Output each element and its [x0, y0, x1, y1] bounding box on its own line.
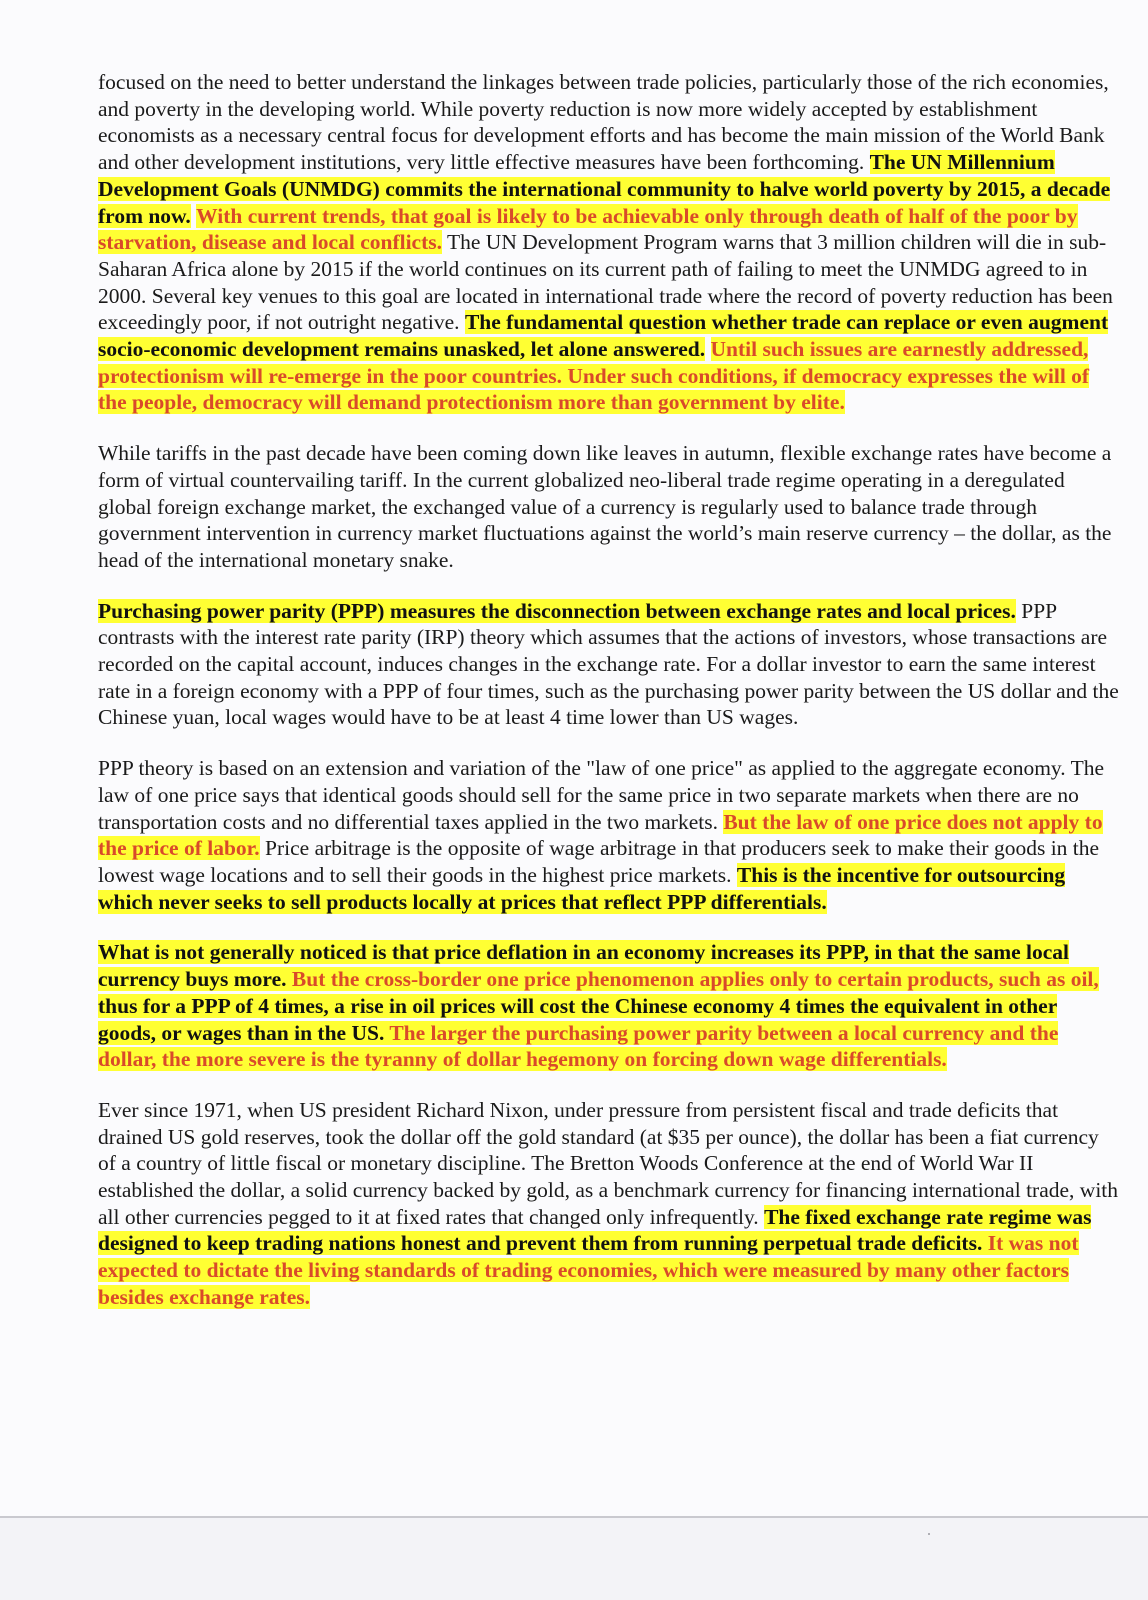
scanner-background [0, 1518, 1148, 1600]
paragraph-law-of-one-price [98, 755, 1120, 915]
text-run: PPP contrasts with the interest rate parity (IRP) theory which assumes that the actions of investors, whose transactions are recorded on the capital account, induces changes in the exchange rate. For a dollar investor to earn the same interest rate in a foreign economy with a PPP of four times, such as the purchasing power parity between the US dollar and the Chinese yuan, local wages would have to be at least 4 time lower than US wages. [98, 598, 1119, 730]
highlight-bold-run: What is not generally noticed is that price deflation in an economy increases its PPP, in that the same local currency buys more. [98, 940, 1070, 992]
paragraph-ppp-definition [98, 598, 1120, 732]
highlight-red-run: But the law of one price does not apply to the price of labor. [98, 809, 1103, 861]
document-body [98, 69, 1120, 1335]
highlight-bold-run: The UN Millennium Development Goals (UNMDG) commits the international community to halve world poverty by 2015, a decade from now. [98, 150, 1111, 228]
highlight-red-run: Until such issues are earnestly addressed, protectionism will re-emerge in the poor countries. Under such conditions, if democracy expresses the will of the people, democracy will demand protectionism more than government by elite. [98, 337, 1090, 415]
highlight-red-run: The larger the purchasing power parity between a local currency and the dollar, the more severe is the tyranny of dollar hegemony on forcing down wage differentials. [98, 1020, 1059, 1072]
paragraph-bretton-woods [98, 1097, 1120, 1311]
text-run: focused on the need to better understand the linkages between trade policies, particularly those of the rich economies, and poverty in the developing world. While poverty reduction is now more widely accepted by establishment economists as a necessary central focus for development efforts and has become the main mission of the World Bank and other development institutions, very little effective measures have been forthcoming. [98, 70, 1109, 175]
highlight-bold-run: This is the incentive for outsourcing which never seeks to sell products locally at prices that reflect PPP differentials. [98, 862, 1066, 914]
paragraph-exchange-rates [98, 440, 1120, 574]
text-run: Ever since 1971, when US president Richard Nixon, under pressure from persistent fiscal and trade deficits that drained US gold reserves, took the dollar off the gold standard (at $35 per ounce), the dollar has been a fiat currency of a country of little fiscal or monetary discipline. The Bretton Woods Conference at the end of World War II established the dollar, a solid currency backed by gold, as a benchmark currency for financing international trade, with all other currencies pegged to it at fixed rates that changed only infrequently. [98, 1097, 1119, 1229]
highlight-bold-run: thus for a PPP of 4 times, a rise in oil prices will cost the Chinese economy 4 times the equivalent in other goods, or wages than in the US. [98, 993, 1058, 1045]
highlight-red-run: It was not expected to dictate the living standards of trading economies, which were measured by many other factors besides exchange rates. [98, 1231, 1079, 1309]
highlight-bold-run: The fixed exchange rate regime was designed to keep trading nations honest and prevent them from running perpetual trade deficits. [98, 1204, 1092, 1256]
highlight-bold-run: Purchasing power parity (PPP) measures the disconnection between exchange rates and local prices. [98, 598, 1016, 623]
scan-speck [928, 1533, 930, 1535]
highlight-red-run: But the cross-border one price phenomenon applies only to certain products, such as oil, [291, 967, 1099, 992]
paragraph-trade-poverty [98, 69, 1120, 416]
text-run: The UN Development Program warns that 3 million children will die in sub-Saharan Africa alone by 2015 if the world continues on its current path of failing to meet the UNMDG agreed to in 2000. Several key venues to this goal are located in international trade where the record of poverty reduction has been exceedingly poor, if not outright negative. [98, 230, 1113, 335]
text-run: PPP theory is based on an extension and variation of the "law of one price" as applied to the aggregate economy. The law of one price says that identical goods should sell for the same price in two separate markets when there are no transportation costs and no differential taxes applied in the two markets. [98, 756, 1105, 834]
text-run: While tariffs in the past decade have been coming down like leaves in autumn, flexible exchange rates have become a form of virtual countervailing tariff. In the current globalized neo-liberal trade regime operating in a deregulated global foreign exchange market, the exchanged value of a currency is regularly used to balance trade through government intervention in currency market fluctuations against the world’s main reserve currency – the dollar, as the head of the international monetary snake. [98, 441, 1112, 572]
text-run [705, 337, 710, 361]
highlight-bold-run: The fundamental question whether trade can replace or even augment socio-economic development remains unasked, let alone answered. [98, 310, 1109, 362]
text-run: Price arbitrage is the opposite of wage arbitrage in that producers seek to make their goods in the lowest wage locations and to sell their goods in the highest price markets. [98, 836, 1100, 887]
highlight-bold-run [982, 1231, 987, 1255]
highlight-red-run: With current trends, that goal is likely to be achievable only through death of half of the poor by starvation, disease and local conflicts. [98, 203, 1078, 255]
paragraph-price-deflation [98, 939, 1120, 1073]
